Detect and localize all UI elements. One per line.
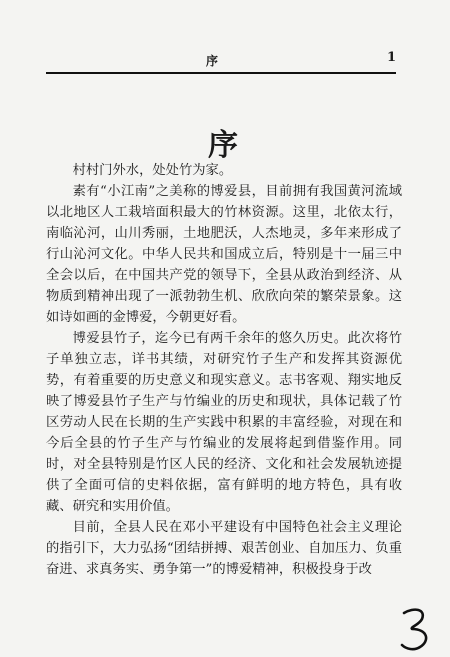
body-paragraph-3: 目前，全县人民在邓小平建设有中国特色社会主义理论的指引下，大力弘扬“团结拼搏、艰苦创业、自加压力、负重奋进、求真务实、勇争第一”的博爱精神，积极投身于改 [46,520,402,577]
chapter-title: 序 [208,128,242,163]
epigraph-paragraph: 村村门外水，处处竹为家。 [72,163,233,178]
body-paragraph-1: 素有“小江南”之美称的博爱县，目前拥有我国黄河流域以北地区人工栽培面积最大的竹林资源。这里，北依太行，南临沁河，山川秀丽，土地肥沃，人杰地灵，多年来形成了行山沁河文化。中华人民共和国成立后，特别是十一届三中全会以后，在中国共产党的领导下，全县从政治到经济、从物质到精神出现了一派勃勃生机、欣欣向荣的繁荣景象。这如诗如画的金博爱，今朝更好看。 [46,184,402,325]
body-text [46,160,402,580]
running-head-title: 序 [206,54,221,68]
handwritten-page-mark [398,605,434,653]
running-head [46,50,396,70]
header-rule [46,72,396,74]
page-number: 1 [386,50,396,65]
body-paragraph-2: 博爱县竹子，迄今已有两千余年的悠久历史。此次将竹子单独立志，详书其绩，对研究竹子生产和发挥其资源优势，有着重要的历史意义和现实意义。志书客观、翔实地反映了博爱县竹子生产与竹编业的历史和现状，具体记载了竹区劳动人民在长期的生产实践中积累的丰富经验，对现在和今后全县的竹子生产与竹编业的发展将起到借鉴作用。同时，对全县特别是竹区人民的经济、文化和社会发展轨迹提供了全面可信的史料依据，富有鲜明的地方特色，具有收藏、研究和实用价值。 [46,331,402,514]
